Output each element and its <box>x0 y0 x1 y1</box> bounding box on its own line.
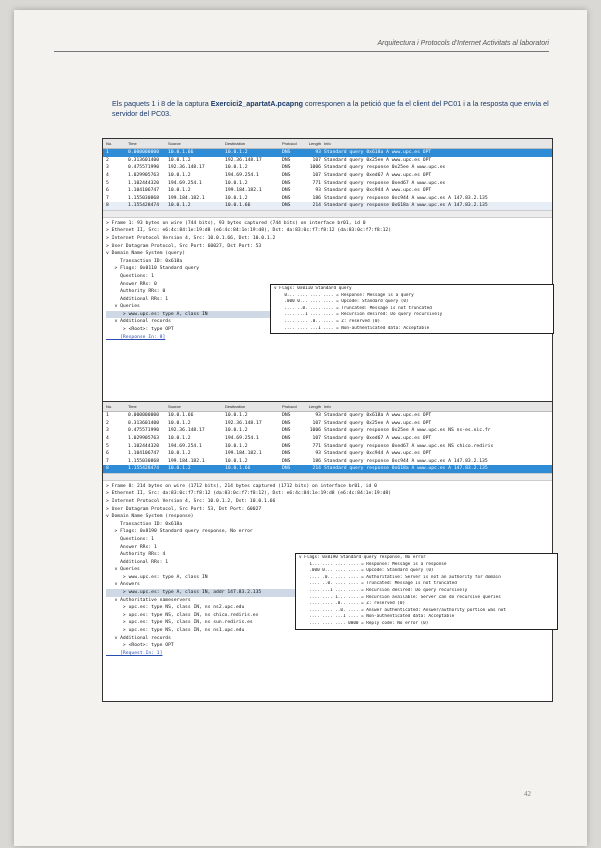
detail-line[interactable]: > upc.es: type NS, class IN, ns chico.rediris.es <box>106 612 259 618</box>
packet-row[interactable] <box>103 458 552 466</box>
packet-len: 93 <box>315 451 321 457</box>
detail-line[interactable]: v Authoritative nameservers <box>106 597 191 603</box>
packet-no: 7 <box>106 458 109 464</box>
flag-line: .... .0.. .... .... = Authoritative: Server is not an authority for domain <box>299 574 501 580</box>
packet-info: Standard query response 0x25ee A www.upc.es <box>324 165 446 171</box>
packet-info: Standard query response 0x618a A www.upc.es A 147.83.2.135 <box>324 203 488 209</box>
packet-no: 5 <box>106 443 109 449</box>
packet-time: 1.029905763 <box>128 436 160 442</box>
packet-info: Standard query 0x618a A www.upc.es OPT <box>324 150 432 156</box>
detail-line[interactable]: v Domain Name System (response) <box>106 514 194 520</box>
packet-len: 107 <box>312 420 321 426</box>
flag-line: .000 0... .... .... = Opcode: Standard query (0) <box>274 299 409 305</box>
page-header: Arquitectura i Protocols d'Internet Activitats al laboratori <box>377 40 549 47</box>
packet-no: 3 <box>106 428 109 434</box>
detail-line[interactable]: > Frame 1: 93 bytes on wire (744 bits), 93 bytes captured (744 bits) on interface br01, id 0 <box>106 220 366 226</box>
horizontal-scrollbar[interactable] <box>103 210 552 218</box>
intro-before: Els paquets 1 i 8 de la captura <box>112 99 211 108</box>
column-header[interactable]: Length <box>308 404 321 409</box>
detail-line[interactable]: Answer RRs: 1 <box>106 544 157 550</box>
packet-src: 10.0.1.66 <box>168 150 194 156</box>
column-header[interactable]: Info <box>324 404 331 409</box>
packet-row[interactable] <box>103 202 552 210</box>
column-header[interactable]: Protocol <box>282 404 297 409</box>
detail-line[interactable]: [Request In: 1] <box>106 650 163 656</box>
packet-dst: 199.184.182.1 <box>225 188 262 194</box>
packet-src: 10.0.1.2 <box>168 436 191 442</box>
detail-line[interactable]: > upc.es: type NS, class IN, ns ns2.upc.edu <box>106 605 245 611</box>
packet-info: Standard query response 0xc944 A www.upc.es A 147.83.2.135 <box>324 195 488 201</box>
packet-time: 0.313601400 <box>128 420 160 426</box>
packet-src: 10.0.1.2 <box>168 451 191 457</box>
detail-line[interactable]: Transaction ID: 0x618a <box>106 521 183 527</box>
packet-proto: DNS <box>282 413 291 419</box>
packet-no: 2 <box>106 157 109 163</box>
packet-proto: DNS <box>282 188 291 194</box>
wireshark-capture-query <box>102 138 553 412</box>
packet-proto: DNS <box>282 195 291 201</box>
packet-len: 771 <box>312 443 321 449</box>
flag-line: .... ...1 .... .... = Recursion desired: Do query recursively <box>299 587 468 593</box>
packet-len: 1006 <box>309 428 321 434</box>
packet-dst: 10.0.1.2 <box>225 180 248 186</box>
header-rule <box>54 51 549 52</box>
packet-len: 107 <box>312 436 321 442</box>
detail-line[interactable]: Authority RRs: 4 <box>106 552 166 558</box>
packet-list-header <box>103 139 552 149</box>
packet-proto: DNS <box>282 165 291 171</box>
packet-time: 1.102444320 <box>128 443 160 449</box>
packet-proto: DNS <box>282 420 291 426</box>
column-header[interactable]: Length <box>308 141 321 146</box>
detail-line[interactable]: > Frame 8: 214 bytes on wire (1712 bits), 214 bytes captured (1712 bits) on interface br01, id 0 <box>106 483 377 489</box>
flag-line: 1... .... .... .... = Response: Message is a response <box>299 561 447 567</box>
detail-line[interactable]: Additional RRs: 1 <box>106 296 169 302</box>
packet-no: 8 <box>106 466 109 472</box>
packet-dst: 10.0.1.2 <box>225 195 248 201</box>
packet-proto: DNS <box>282 173 291 179</box>
packet-proto: DNS <box>282 180 291 186</box>
packet-time: 0.000000000 <box>128 150 160 156</box>
page-number: 42 <box>524 790 531 798</box>
packet-len: 93 <box>315 188 321 194</box>
packet-dst: 10.0.1.2 <box>225 150 248 156</box>
packet-info: Standard query 0xed67 A www.upc.es OPT <box>324 173 432 179</box>
detail-line[interactable]: > Internet Protocol Version 4, Src: 10.0.1.66, Dst: 10.0.1.2 <box>106 235 276 241</box>
detail-line[interactable]: Answer RRs: 0 <box>106 281 157 287</box>
packet-len: 1006 <box>309 165 321 171</box>
packet-src: 194.69.254.1 <box>168 443 202 449</box>
packet-row[interactable] <box>103 465 552 473</box>
flag-line: v Flags: 0x0110 Standard query <box>274 286 352 291</box>
detail-line[interactable]: > www.upc.es: type A, class IN <box>106 311 552 319</box>
packet-len: 93 <box>315 150 321 156</box>
detail-line[interactable]: v Domain Name System (query) <box>106 251 186 257</box>
detail-line[interactable]: > Ethernet II, Src: da:83:0c:f7:f8:12 (da:83:0c:f7:f8:12), Dst: e6:4c:84:1e:19:d8 (e6:4c:84:1e:19:d8) <box>106 491 392 497</box>
packet-proto: DNS <box>282 458 291 464</box>
packet-len: 93 <box>315 413 321 419</box>
packet-no: 7 <box>106 195 109 201</box>
packet-time: 1.155030868 <box>128 195 160 201</box>
horizontal-scrollbar[interactable] <box>103 473 552 481</box>
wireshark-capture-response <box>102 401 553 702</box>
packet-row[interactable] <box>103 179 552 187</box>
packet-info: Standard query response 0x25ee A www.upc.es NS ns-es.nic.fr <box>324 428 491 434</box>
packet-src: 199.184.182.1 <box>168 195 205 201</box>
detail-line[interactable]: v Additional records <box>106 635 171 641</box>
packet-row[interactable] <box>103 157 552 165</box>
packet-dst: 10.0.1.2 <box>225 428 248 434</box>
intro-after: corresponen a la petició que fa el client del PC01 i a la resposta que envia el servidor del PC03. <box>112 99 549 118</box>
packet-time: 1.102444320 <box>128 180 160 186</box>
detail-line[interactable]: Transaction ID: 0x618a <box>106 258 183 264</box>
packet-time: 0.475571990 <box>128 165 160 171</box>
detail-line[interactable]: > www.upc.es: type A, class IN <box>106 574 208 580</box>
packet-time: 1.029905763 <box>128 173 160 179</box>
packet-info: Standard query 0xc944 A www.upc.es OPT <box>324 188 432 194</box>
flag-line: .... ..0. .... .... = Truncated: Message is not truncated <box>299 581 457 587</box>
packet-src: 10.0.1.2 <box>168 203 191 209</box>
detail-line[interactable]: > upc.es: type NS, class IN, ns ns1.upc.edu <box>106 628 245 634</box>
flag-line: .... .... ..0. .... = Answer authenticated: Answer/authority portion was not <box>299 607 506 613</box>
detail-line[interactable]: Authority RRs: 0 <box>106 289 166 295</box>
packet-info: Standard query 0x618a A www.upc.es OPT <box>324 413 432 419</box>
flag-line: .000 0... .... .... = Opcode: Standard query (0) <box>299 568 434 574</box>
packet-dst: 192.36.148.17 <box>225 420 262 426</box>
packet-info: Standard query response 0x618a A www.upc.es A 147.83.2.135 <box>324 466 488 472</box>
packet-row[interactable] <box>103 427 552 435</box>
detail-line[interactable]: v Answers <box>106 582 140 588</box>
column-header[interactable]: Destination <box>225 141 246 146</box>
packet-info: Standard query response 0xed67 A www.upc.es NS chico.rediris <box>324 443 494 449</box>
packet-len: 186 <box>312 195 321 201</box>
packet-src: 10.0.1.66 <box>168 413 194 419</box>
packet-time: 0.475571990 <box>128 428 160 434</box>
packet-info: Standard query 0xc944 A www.upc.es OPT <box>324 451 432 457</box>
packet-no: 1 <box>106 150 109 156</box>
detail-line[interactable]: > Flags: 0x8190 Standard query response, No error <box>106 529 253 535</box>
flags-popup <box>270 284 554 334</box>
column-header[interactable]: No. <box>106 404 113 409</box>
packet-src: 192.36.148.17 <box>168 428 205 434</box>
column-header[interactable]: Info <box>324 141 331 146</box>
packet-len: 107 <box>312 173 321 179</box>
packet-info: Standard query 0x25ee A www.upc.es OPT <box>324 157 432 163</box>
detail-line[interactable]: Questions: 1 <box>106 536 154 542</box>
packet-proto: DNS <box>282 157 291 163</box>
packet-proto: DNS <box>282 436 291 442</box>
packet-dst: 194.69.254.1 <box>225 173 259 179</box>
flag-line: 0... .... .... .... = Response: Message is a query <box>274 292 414 298</box>
packet-no: 4 <box>106 173 109 179</box>
packet-row[interactable] <box>103 442 552 450</box>
packet-len: 186 <box>312 458 321 464</box>
packet-proto: DNS <box>282 428 291 434</box>
packet-len: 214 <box>312 466 321 472</box>
packet-no: 2 <box>106 420 109 426</box>
packet-src: 192.36.148.17 <box>168 165 205 171</box>
packet-src: 10.0.1.2 <box>168 466 191 472</box>
packet-info: Standard query 0xed67 A www.upc.es OPT <box>324 436 432 442</box>
detail-line[interactable]: Questions: 1 <box>106 273 154 279</box>
column-header[interactable]: Protocol <box>282 141 297 146</box>
packet-row[interactable] <box>103 420 552 428</box>
detail-line[interactable]: > User Datagram Protocol, Src Port: 53, Dst Port: 60027 <box>106 506 262 512</box>
packet-proto: DNS <box>282 466 291 472</box>
detail-line[interactable]: > <Root>: type OPT <box>106 327 174 333</box>
detail-line[interactable]: [Response In: 8] <box>106 334 166 340</box>
packet-row[interactable] <box>103 187 552 195</box>
intro-paragraph <box>112 99 552 119</box>
flag-line: .... ...1 .... .... = Recursion desired: Do query recursively <box>274 312 443 318</box>
column-header[interactable]: Source <box>168 404 181 409</box>
packet-dst: 199.184.182.1 <box>225 451 262 457</box>
packet-src: 10.0.1.2 <box>168 188 191 194</box>
packet-row[interactable] <box>103 435 552 443</box>
packet-row[interactable] <box>103 149 552 157</box>
packet-no: 6 <box>106 188 109 194</box>
packet-dst: 10.0.1.66 <box>225 203 251 209</box>
detail-line[interactable]: > Flags: 0x0110 Standard query <box>106 266 200 272</box>
packet-row[interactable] <box>103 450 552 458</box>
packet-info: Standard query response 0xed67 A www.upc.es <box>324 180 446 186</box>
document-page <box>14 10 587 846</box>
detail-line[interactable]: v Queries <box>106 304 140 310</box>
detail-line[interactable]: > www.upc.es: type A, class IN, addr 147.83.2.135 <box>106 589 552 597</box>
packet-time: 1.155428474 <box>128 466 160 472</box>
packet-dst: 10.0.1.2 <box>225 413 248 419</box>
packet-time: 1.155428474 <box>128 203 160 209</box>
flag-line: .... .... ...1 .... = Non-authenticated data: Acceptable <box>274 325 430 331</box>
packet-dst: 192.36.148.17 <box>225 157 262 163</box>
column-header[interactable]: No. <box>106 141 113 146</box>
packet-info: Standard query response 0xc944 A www.upc.es A 147.83.2.135 <box>324 458 488 464</box>
packet-proto: DNS <box>282 203 291 209</box>
packet-time: 0.000000000 <box>128 413 160 419</box>
packet-no: 5 <box>106 180 109 186</box>
column-header[interactable]: Time <box>128 404 137 409</box>
packet-time: 0.313601400 <box>128 157 160 163</box>
detail-line[interactable]: > upc.es: type NS, class IN, ns sun.rediris.es <box>106 620 253 626</box>
packet-row[interactable] <box>103 172 552 180</box>
packet-row[interactable] <box>103 164 552 172</box>
packet-len: 771 <box>312 180 321 186</box>
packet-row[interactable] <box>103 195 552 203</box>
detail-line[interactable]: > Internet Protocol Version 4, Src: 10.0.1.2, Dst: 10.0.1.66 <box>106 498 276 504</box>
packet-no: 3 <box>106 165 109 171</box>
packet-len: 107 <box>312 157 321 163</box>
packet-dst: 10.0.1.2 <box>225 443 248 449</box>
packet-proto: DNS <box>282 443 291 449</box>
packet-proto: DNS <box>282 150 291 156</box>
intro-file: Exercici2_apartatA.pcapng <box>210 99 303 108</box>
packet-time: 1.155030868 <box>128 458 160 464</box>
column-header[interactable]: Time <box>128 141 137 146</box>
packet-src: 10.0.1.2 <box>168 420 191 426</box>
detail-line[interactable]: > User Datagram Protocol, Src Port: 60027, Dst Port: 53 <box>106 243 262 249</box>
packet-no: 1 <box>106 413 109 419</box>
packet-info: Standard query 0x25ee A www.upc.es OPT <box>324 420 432 426</box>
flag-line: .... .... .0.. .... = Z: reserved (0) <box>299 601 406 607</box>
detail-line[interactable]: > Ethernet II, Src: e6:4c:84:1e:19:d8 (e6:4c:84:1e:19:d8), Dst: da:83:0c:f7:f8:12 (da:83:0c:f7:f8:12) <box>106 228 392 234</box>
packet-len: 214 <box>312 203 321 209</box>
packet-src: 10.0.1.2 <box>168 173 191 179</box>
packet-src: 199.184.182.1 <box>168 458 205 464</box>
detail-line[interactable]: > <Root>: type OPT <box>106 643 174 649</box>
packet-time: 1.104106747 <box>128 451 160 457</box>
packet-no: 8 <box>106 203 109 209</box>
flag-line: v Flags: 0x8190 Standard query response, No error <box>299 555 426 560</box>
flag-line: .... ..0. .... .... = Truncated: Message is not truncated <box>274 305 432 311</box>
packet-dst: 10.0.1.66 <box>225 466 251 472</box>
packet-src: 194.69.254.1 <box>168 180 202 186</box>
packet-no: 4 <box>106 436 109 442</box>
flag-line: .... .... 1... .... = Recursion available: Server can do recursive queries <box>299 594 501 600</box>
column-header[interactable]: Destination <box>225 404 246 409</box>
packet-proto: DNS <box>282 451 291 457</box>
packet-list-header <box>103 402 552 412</box>
packet-dst: 194.69.254.1 <box>225 436 259 442</box>
detail-line[interactable]: v Additional records <box>106 319 171 325</box>
column-header[interactable]: Source <box>168 141 181 146</box>
flag-line: .... .... ...1 .... = Non-authenticated data: Acceptable <box>299 614 455 620</box>
detail-line[interactable]: v Queries <box>106 567 140 573</box>
packet-src: 10.0.1.2 <box>168 157 191 163</box>
flags-popup <box>295 553 558 630</box>
packet-time: 1.104106747 <box>128 188 160 194</box>
packet-no: 6 <box>106 451 109 457</box>
packet-dst: 10.0.1.2 <box>225 165 248 171</box>
packet-row[interactable] <box>103 412 552 420</box>
packet-dst: 10.0.1.2 <box>225 458 248 464</box>
flag-line: .... .... .... 0000 = Reply code: No error (0) <box>299 620 429 626</box>
detail-line[interactable]: Additional RRs: 1 <box>106 559 169 565</box>
flag-line: .... .... .0.. .... = Z: reserved (0) <box>274 318 381 324</box>
